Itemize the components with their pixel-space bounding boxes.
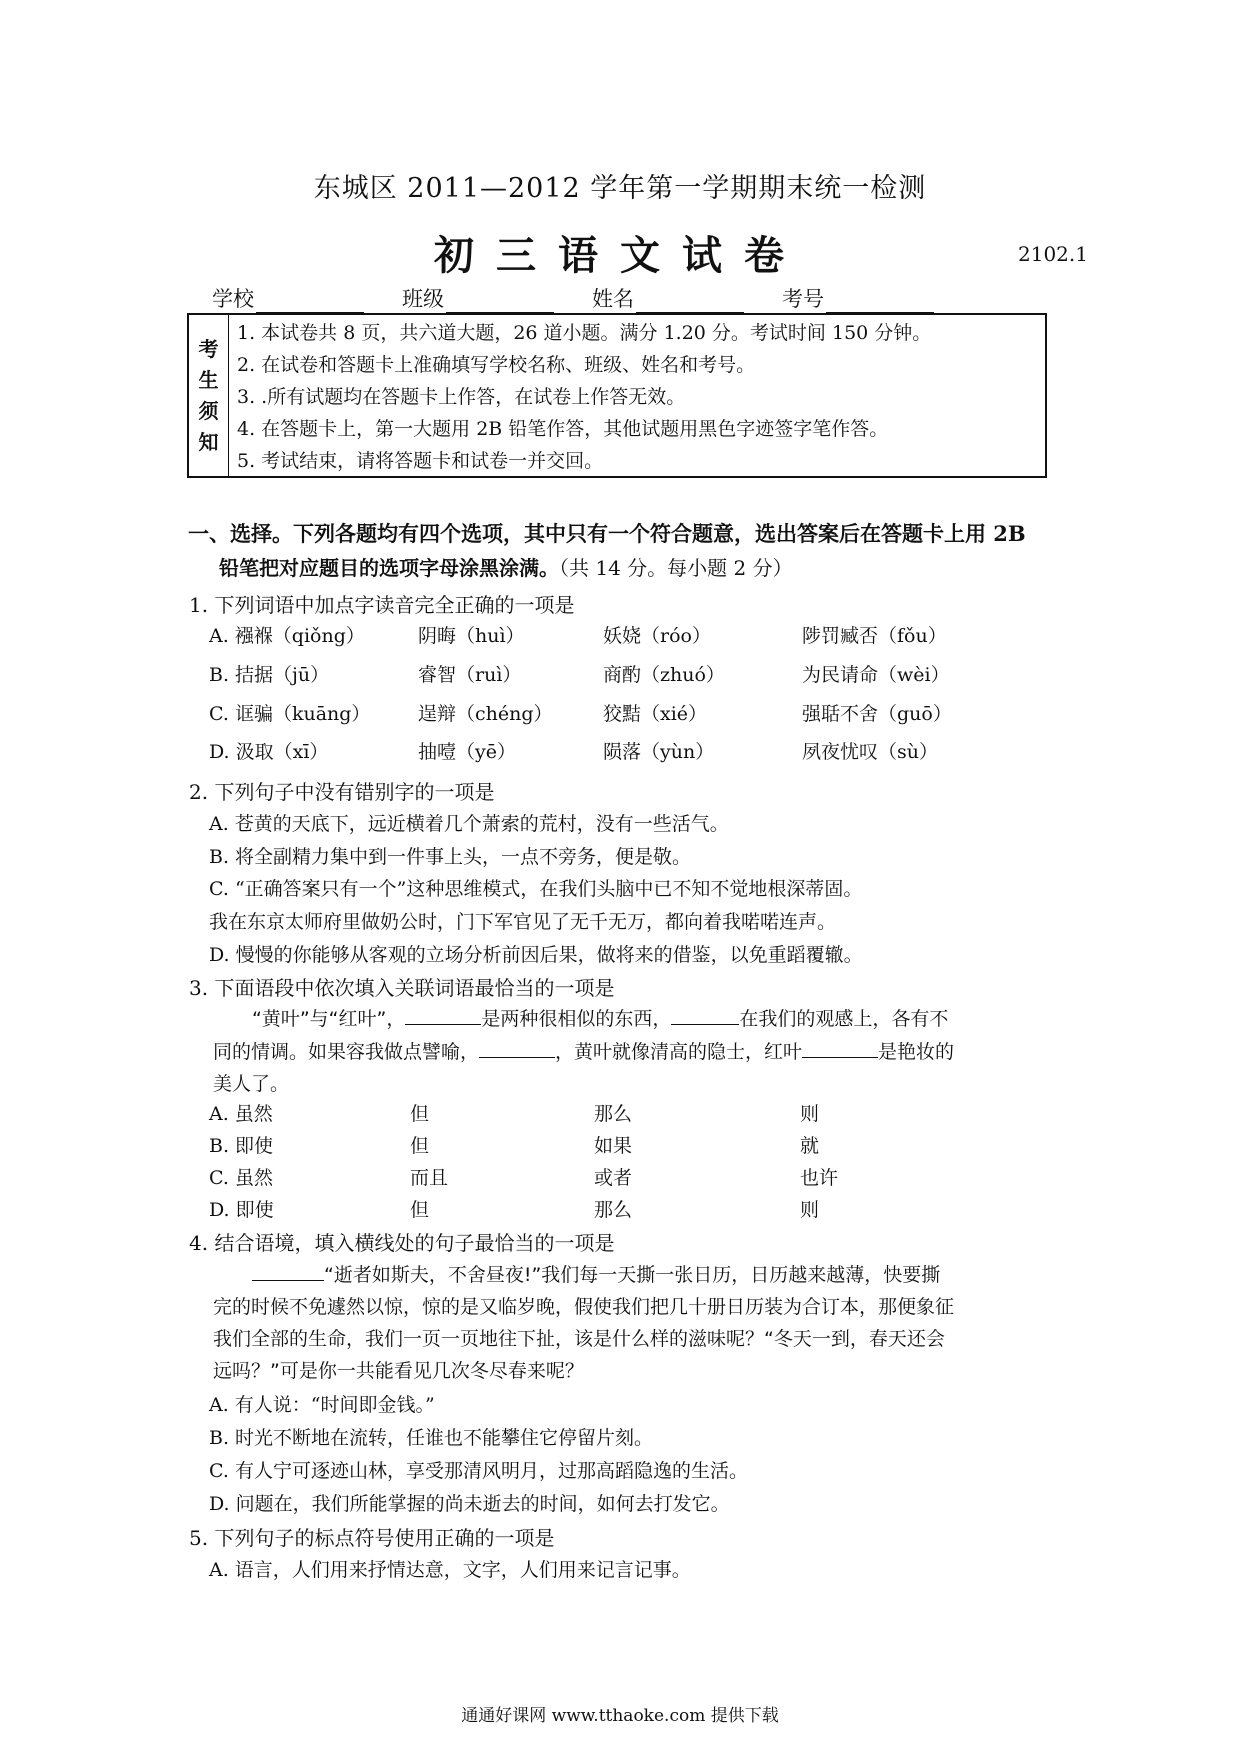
q3-passage-line-2: 同的情调。如果容我做点譬喻， ，黄叶就像清高的隐士，红叶 是艳妆的 <box>213 1041 955 1063</box>
q4-option-c[interactable]: C. 有人宁可逐迹山林，享受那清风明月，过那高蹈隐逸的生活。 <box>209 1460 748 1482</box>
question-3-stem: 3. 下面语段中依次填入关联词语最恰当的一项是 <box>189 976 615 1000</box>
q3-option-b-1[interactable]: B. 即使 <box>209 1135 274 1157</box>
q4-passage-line-4: 远吗？”可是你一共能看见几次冬尽春来呢？ <box>213 1360 584 1382</box>
section-1-heading: 一、选择。下列各题均有四个选项，其中只有一个符合题意，选出答案后在答题卡上用 2B <box>188 521 1026 546</box>
q5-option-a[interactable]: A. 语言，人们用来抒情达意，文字，人们用来记言记事。 <box>209 1559 691 1581</box>
footer-source: 通通好课网 www.tthaoke.com 提供下载 <box>461 1706 779 1726</box>
q1-option-a-3: 妖娆（róo） <box>603 625 711 647</box>
notice-heading: 考 生 须 知 <box>189 315 229 476</box>
q4-option-a[interactable]: A. 有人说：“时间即金钱。” <box>209 1394 435 1416</box>
q1-option-c-4: 强聒不舍（guō） <box>802 703 952 725</box>
q3-option-b-4: 就 <box>800 1135 820 1157</box>
q3-option-a-3: 那么 <box>594 1103 633 1125</box>
question-4-stem: 4. 结合语境，填入横线处的句子最恰当的一项是 <box>189 1231 615 1255</box>
q3-blank-3[interactable] <box>479 1039 555 1058</box>
q1-option-c-2: 逞辩（chéng） <box>418 703 553 725</box>
q3-option-d-2: 但 <box>410 1199 430 1221</box>
student-info-fields <box>212 283 934 313</box>
q1-option-a-4: 陟罚臧否（fǒu） <box>802 625 947 647</box>
notice-item: 2. 在试卷和答题卡上准确填写学校名称、班级、姓名和考号。 <box>237 354 756 376</box>
name-blank[interactable] <box>636 290 744 313</box>
exam-subtitle: 东城区 2011—2012 学年第一学期期末统一检测 <box>313 173 927 204</box>
notice-item: 5. 考试结束，请将答题卡和试卷一并交回。 <box>237 450 604 472</box>
q3-option-c-3: 或者 <box>594 1167 633 1189</box>
notice-item: 3. .所有试题均在答题卡上作答，在试卷上作答无效。 <box>237 386 686 408</box>
q4-passage-line-2: 完的时候不免遽然以惊，惊的是又临岁晚，假使我们把几十册日历装为合订本，那便象征 <box>213 1296 955 1318</box>
q3-option-b-2: 但 <box>410 1135 430 1157</box>
q1-option-a-2: 阴晦（huì） <box>418 625 525 647</box>
q3-option-a-1[interactable]: A. 虽然 <box>209 1103 273 1125</box>
q3-option-a-2: 但 <box>410 1103 430 1125</box>
section-1-instructions: 铅笔把对应题目的选项字母涂黑涂满。（共 14 分。每小题 2 分） <box>219 556 793 580</box>
q3-option-a-4: 则 <box>800 1103 820 1125</box>
q1-option-c-1[interactable]: C. 诓骗（kuāng） <box>209 703 371 725</box>
q3-option-d-1[interactable]: D. 即使 <box>209 1199 274 1221</box>
q3-option-d-4: 则 <box>800 1199 820 1221</box>
q3-option-b-3: 如果 <box>594 1135 633 1157</box>
exam-code: 2102.1 <box>1018 242 1088 266</box>
exam-number-blank[interactable] <box>826 290 934 313</box>
question-5-stem: 5. 下列句子的标点符号使用正确的一项是 <box>189 1526 555 1550</box>
q2-option-b[interactable]: B. 将全副精力集中到一件事上头，一点不旁务，便是敬。 <box>209 846 692 868</box>
q2-option-a[interactable]: A. 苍黄的天底下，远近横着几个萧索的荒村，没有一些活气。 <box>209 813 729 835</box>
q4-blank[interactable] <box>252 1262 324 1281</box>
q1-option-b-4: 为民请命（wèi） <box>802 664 950 686</box>
q1-option-d-1[interactable]: D. 汲取（xī） <box>209 741 329 763</box>
q3-blank-1[interactable] <box>405 1006 481 1025</box>
q1-option-d-4: 夙夜忧叹（sù） <box>802 741 938 763</box>
q3-blank-2[interactable] <box>671 1006 739 1025</box>
q3-option-c-1[interactable]: C. 虽然 <box>209 1167 273 1189</box>
q2-option-d[interactable]: D. 慢慢的你能够从客观的立场分析前因后果，做将来的借鉴，以免重蹈覆辙。 <box>209 944 863 966</box>
q4-option-b[interactable]: B. 时光不断地在流转，任谁也不能攀住它停留片刻。 <box>209 1427 654 1449</box>
q3-blank-4[interactable] <box>802 1039 878 1058</box>
q1-option-b-2: 睿智（ruì） <box>418 664 522 686</box>
q2-option-c-continued: 我在东京太师府里做奶公时，门下军官见了无千无万，都向着我喏喏连声。 <box>209 911 837 933</box>
notice-item: 1. 本试卷共 8 页，共六道大题，26 道小题。满分 1.20 分。考试时间 150 分钟。 <box>237 322 932 344</box>
q3-option-c-2: 而且 <box>410 1167 449 1189</box>
q1-option-b-3: 商酌（zhuó） <box>603 664 725 686</box>
exam-number-field[interactable]: 考号 <box>782 283 934 313</box>
q3-option-d-3: 那么 <box>594 1199 633 1221</box>
q1-option-d-3: 陨落（yùn） <box>603 741 715 763</box>
q4-passage-line-1: “逝者如斯夫，不舍昼夜!”我们每一天撕一张日历，日历越来越薄，快要撕 <box>252 1260 940 1287</box>
candidate-notice-box <box>187 313 1047 478</box>
exam-title: 初三语文试卷 <box>434 232 806 279</box>
q1-option-a-1[interactable]: A. 襁褓（qiǒng） <box>209 625 365 647</box>
notice-item: 4. 在答题卡上，第一大题用 2B 铅笔作答，其他试题用黑色字迹签字笔作答。 <box>237 418 889 440</box>
q3-passage-line-1: “黄叶”与“红叶”， 是两种很相似的东西， 在我们的观感上，各有不 <box>252 1008 949 1030</box>
q2-option-c[interactable]: C. “正确答案只有一个”这种思维模式，在我们头脑中已不知不觉地根深蒂固。 <box>209 878 863 900</box>
name-field[interactable]: 姓名 <box>592 283 744 313</box>
q3-option-c-4: 也许 <box>800 1167 839 1189</box>
q3-passage-line-3: 美人了。 <box>213 1073 290 1095</box>
q4-passage-line-3: 我们全部的生命，我们一页一页地往下扯，该是什么样的滋味呢？“冬天一到，春天还会 <box>213 1328 945 1350</box>
q1-option-d-2: 抽噎（yē） <box>418 741 516 763</box>
school-blank[interactable] <box>256 290 364 313</box>
question-1-stem: 1. 下列词语中加点字读音完全正确的一项是 <box>189 593 575 617</box>
question-2-stem: 2. 下列句子中没有错别字的一项是 <box>189 780 495 804</box>
q4-option-d[interactable]: D. 问题在，我们所能掌握的尚未逝去的时间，如何去打发它。 <box>209 1493 730 1515</box>
q1-option-c-3: 狡黠（xié） <box>603 703 708 725</box>
class-blank[interactable] <box>446 290 554 313</box>
notice-list <box>237 317 931 477</box>
class-field[interactable]: 班级 <box>402 283 554 313</box>
school-field[interactable]: 学校 <box>212 283 364 313</box>
q1-option-b-1[interactable]: B. 拮据（jū） <box>209 664 330 686</box>
